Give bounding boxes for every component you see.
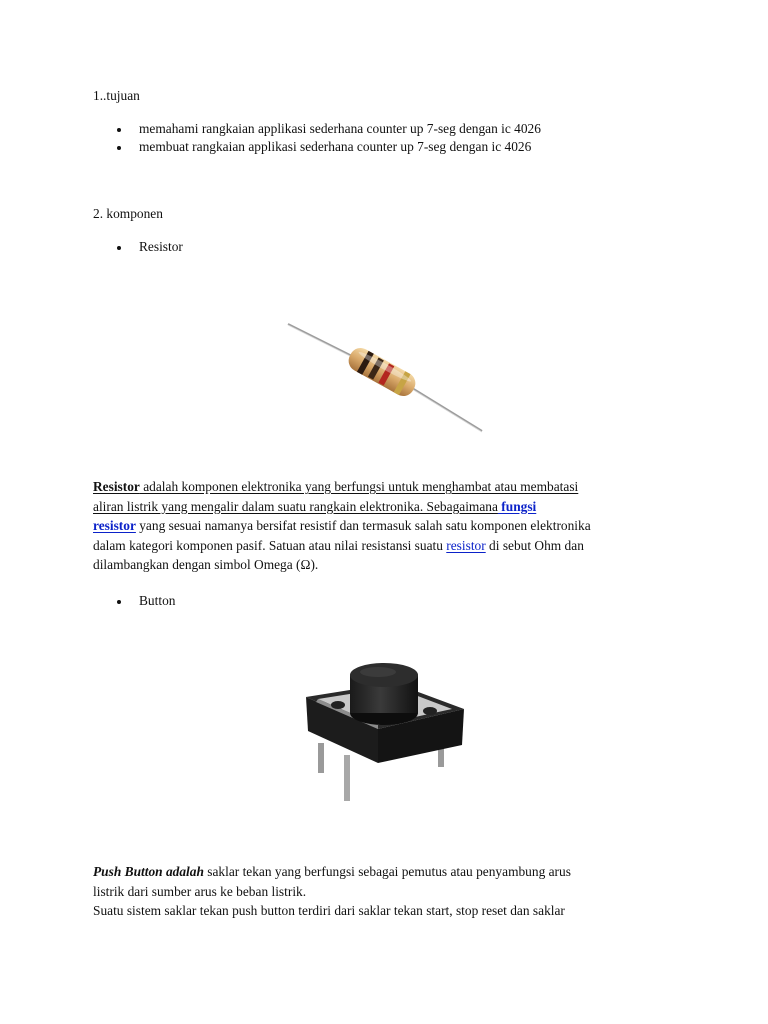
push-button-photo <box>298 655 470 805</box>
bullet-dot <box>117 146 121 150</box>
resistor-term: Resistor <box>93 479 140 494</box>
resistor-link[interactable]: resistor <box>446 537 486 553</box>
fungsi-resistor-link[interactable]: fungsi <box>497 498 537 514</box>
paragraph-text: adalah komponen elektronika yang berfungsi untuk menghambat atau membatasi <box>139 479 579 494</box>
push-button-paragraph <box>93 862 683 921</box>
paragraph-text: listrik dari sumber arus ke beban listrik. <box>93 883 307 899</box>
list-item-button: Button <box>139 593 176 608</box>
list-item-resistor: Resistor <box>139 239 183 254</box>
push-button-term: Push Button adalah <box>93 864 204 879</box>
resistor-paragraph <box>93 477 683 575</box>
paragraph-text: aliran listrik yang mengalir dalam suatu rangkain elektronika. Sebagaimana <box>93 498 498 514</box>
bullet-dot <box>117 246 121 250</box>
paragraph-text: saklar tekan yang berfungsi sebagai pemutus atau penyambung arus <box>203 864 571 879</box>
paragraph-text: Suatu sistem saklar tekan push button terdiri dari saklar tekan start, stop reset dan saklar <box>93 903 565 919</box>
paragraph-text: yang sesuai namanya bersifat resistif dan termasuk salah satu komponen elektronika <box>135 518 591 534</box>
bullet-dot <box>117 128 121 132</box>
paragraph-text: di sebut Ohm dan <box>485 537 584 553</box>
section-heading-komponen: 2. komponen <box>93 206 163 221</box>
list-item: membuat rangkaian applikasi sederhana counter up 7-seg dengan ic 4026 <box>139 139 532 154</box>
fungsi-resistor-link-cont[interactable]: resistor <box>93 518 136 534</box>
paragraph-text: dilambangkan dengan simbol Omega (Ω). <box>93 557 319 573</box>
bullet-dot <box>117 600 121 604</box>
section-heading-tujuan: 1..tujuan <box>93 88 140 103</box>
list-item: memahami rangkaian applikasi sederhana counter up 7-seg dengan ic 4026 <box>139 121 541 136</box>
resistor-photo <box>280 316 490 436</box>
paragraph-text: dalam kategori komponen pasif. Satuan atau nilai resistansi suatu <box>93 537 447 553</box>
